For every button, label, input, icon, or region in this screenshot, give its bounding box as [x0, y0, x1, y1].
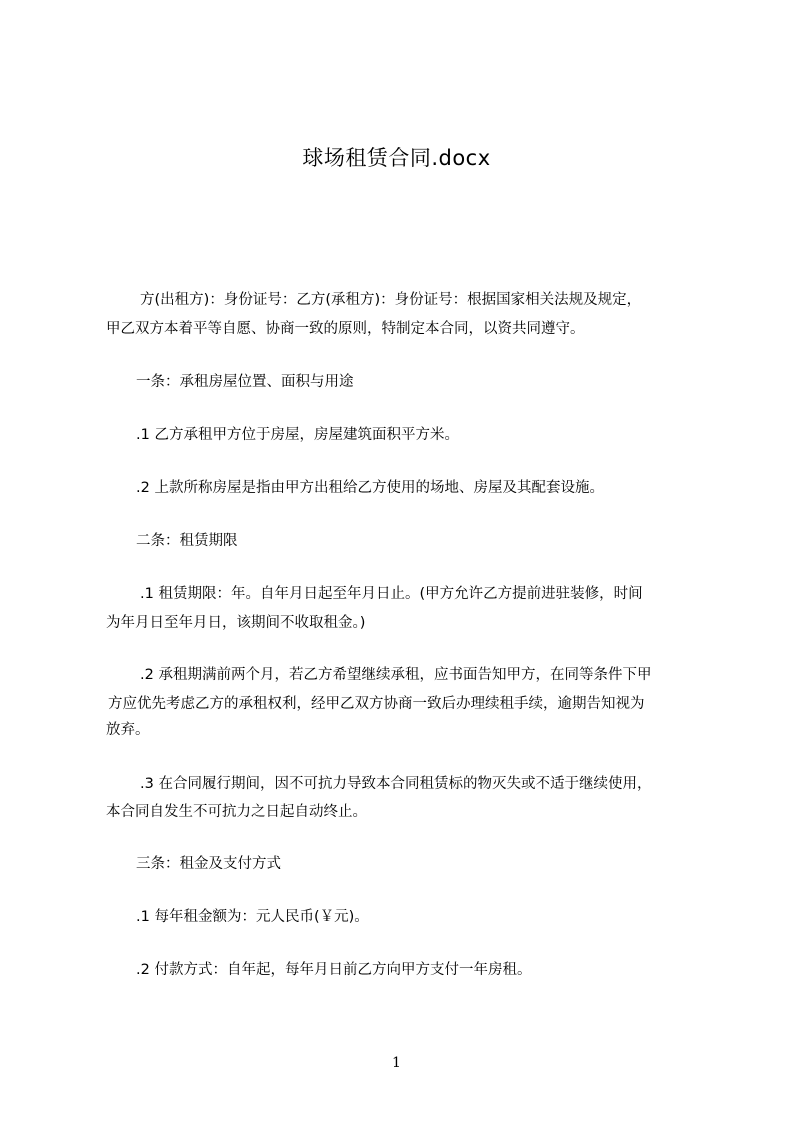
article-2-clause-3-line-2: 本合同自发生不可抗力之日起自动终止。	[106, 804, 367, 820]
article-1-heading: 一条：承租房屋位置、面积与用途	[136, 374, 354, 390]
article-2-clause-1-line-2: 为年月日至年月日，该期间不收取租金。)	[106, 615, 366, 631]
intro-line-2: 甲乙双方本着平等自愿、协商一致的原则，特制定本合同，以资共同遵守。	[106, 321, 585, 337]
article-2-heading: 二条：租赁期限	[136, 533, 238, 549]
article-1-clause-2: .2 上款所称房屋是指由甲方出租给乙方使用的场地、房屋及其配套设施。	[136, 480, 604, 496]
document-title: 球场租赁合同.docx	[302, 146, 491, 170]
article-3-heading: 三条：租金及支付方式	[136, 856, 281, 872]
article-2-clause-1-line-1: .1 租赁期限：年。自年月日起至年月日止。(甲方允许乙方提前进驻装修，时间	[140, 586, 643, 602]
article-1-clause-1: .1 乙方承租甲方位于房屋，房屋建筑面积平方米。	[136, 427, 459, 443]
intro-line-1: 方(出租方)：身份证号：乙方(承租方)：身份证号：根据国家相关法规及规定，	[140, 292, 642, 308]
page-number: 1	[392, 1055, 401, 1071]
article-3-clause-1: .1 每年租金额为：元人民币(￥元)。	[136, 909, 369, 925]
article-2-clause-2-line-1: .2 承租期满前两个月，若乙方希望继续承租，应书面告知甲方，在同等条件下甲	[140, 667, 652, 683]
article-2-clause-2-line-2: 方应优先考虑乙方的承租权利，经甲乙双方协商一致后办理续租手续，逾期告知视为	[108, 696, 645, 712]
article-2-clause-2-line-3: 放弃。	[106, 722, 150, 738]
article-2-clause-3-line-1: .3 在合同履行期间，因不可抗力导致本合同租赁标的物灭失或不适于继续使用，	[140, 776, 652, 792]
article-3-clause-2: .2 付款方式：自年起，每年月日前乙方向甲方支付一年房租。	[136, 962, 532, 978]
